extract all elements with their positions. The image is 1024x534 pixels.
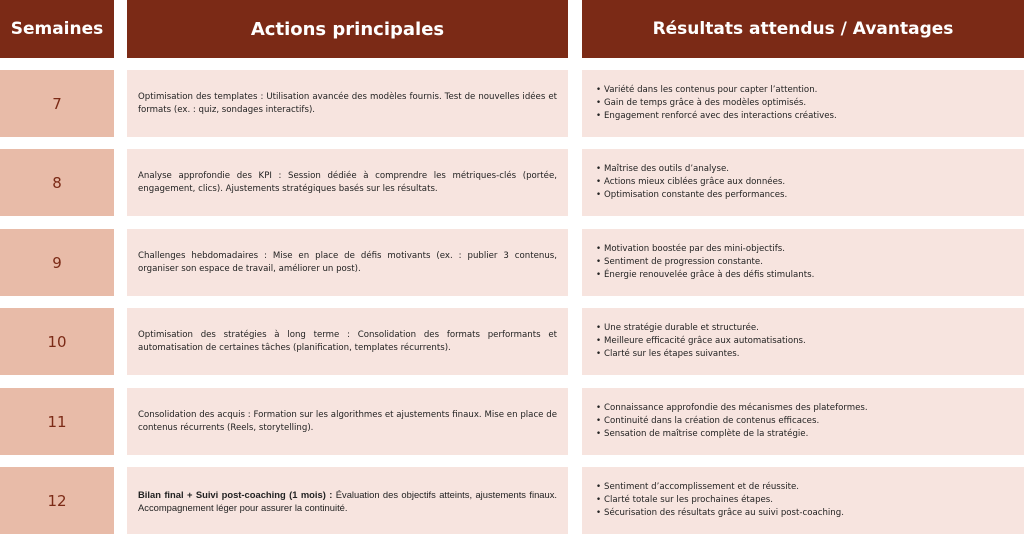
result-item: • Sensation de maîtrise complète de la stratégie. [596, 428, 1010, 441]
header-actions: Actions principales [127, 0, 568, 58]
week-number: 8 [0, 149, 114, 216]
results-cell [582, 229, 1024, 296]
result-item: • Continuité dans la création de contenus efficaces. [596, 415, 1010, 428]
week-number: 10 [0, 308, 114, 375]
action-cell [127, 70, 568, 137]
action-title: Bilan final + Suivi post-coaching (1 mois) : [138, 488, 333, 500]
action-cell [127, 149, 568, 216]
result-item: • Sentiment de progression constante. [596, 256, 1010, 269]
header-weeks: Semaines [0, 0, 114, 58]
table-row-week-7 [0, 70, 1024, 137]
week-number: 11 [0, 388, 114, 455]
result-item: • Optimisation constante des performances. [596, 189, 1010, 202]
results-cell [582, 70, 1024, 137]
week-number: 12 [0, 467, 114, 534]
action-text: Consolidation des acquis : Formation sur les algorithmes et ajustements finaux. Mise en place de contenus récurrents (Reels, storytelling). [138, 410, 557, 433]
week-number: 7 [0, 70, 114, 137]
table-row-week-10 [0, 308, 1024, 375]
action-text: Optimisation des templates : Utilisation avancée des modèles fournis. Test de nouvelles idées et formats (ex. : quiz, sondages interactifs). [138, 92, 557, 115]
table-row-week-11 [0, 388, 1024, 455]
results-cell [582, 149, 1024, 216]
action-text: Analyse approfondie des KPI : Session dédiée à comprendre les métriques-clés (portée, engagement, clics). Ajustements stratégiques basés sur les résultats. [138, 171, 557, 194]
table-row-week-8 [0, 149, 1024, 216]
result-item: • Variété dans les contenus pour capter l’attention. [596, 84, 1010, 97]
result-item: • Une stratégie durable et structurée. [596, 322, 1010, 335]
result-item: • Engagement renforcé avec des interactions créatives. [596, 110, 1010, 123]
table-row-week-12 [0, 467, 1024, 534]
table-row-week-9 [0, 229, 1024, 296]
results-cell [582, 467, 1024, 534]
action-cell [127, 388, 568, 455]
header-results: Résultats attendus / Avantages [582, 0, 1024, 58]
result-item: • Gain de temps grâce à des modèles optimisés. [596, 97, 1010, 110]
action-text: Évaluation des objectifs atteints, ajustements finaux. Accompagnement léger pour assurer la continuité. [138, 488, 558, 513]
results-cell [582, 308, 1024, 375]
result-item: • Énergie renouvelée grâce à des défis stimulants. [596, 269, 1010, 282]
action-cell [127, 308, 568, 375]
result-item: • Meilleure efficacité grâce aux automatisations. [596, 335, 1010, 348]
week-number: 9 [0, 229, 114, 296]
results-cell [582, 388, 1024, 455]
action-text: Challenges hebdomadaires : Mise en place de défis motivants (ex. : publier 3 contenus, organiser son espace de travail, améliorer un post). [138, 251, 557, 274]
result-item: • Motivation boostée par des mini-objectifs. [596, 243, 1010, 256]
result-item: • Clarté totale sur les prochaines étapes. [596, 494, 1010, 507]
result-item: • Clarté sur les étapes suivantes. [596, 348, 1010, 361]
result-item: • Sentiment d’accomplissement et de réussite. [596, 481, 1010, 494]
action-cell [127, 229, 568, 296]
result-item: • Maîtrise des outils d’analyse. [596, 163, 1010, 176]
result-item: • Actions mieux ciblées grâce aux données. [596, 176, 1010, 189]
result-item: • Connaissance approfondie des mécanismes des plateformes. [596, 402, 1010, 415]
action-text: Optimisation des stratégies à long terme : Consolidation des formats performants et automatisation de certaines tâches (planification, templates récurrents). [138, 330, 557, 353]
action-cell [127, 467, 568, 534]
result-item: • Sécurisation des résultats grâce au suivi post-coaching. [596, 507, 1010, 520]
